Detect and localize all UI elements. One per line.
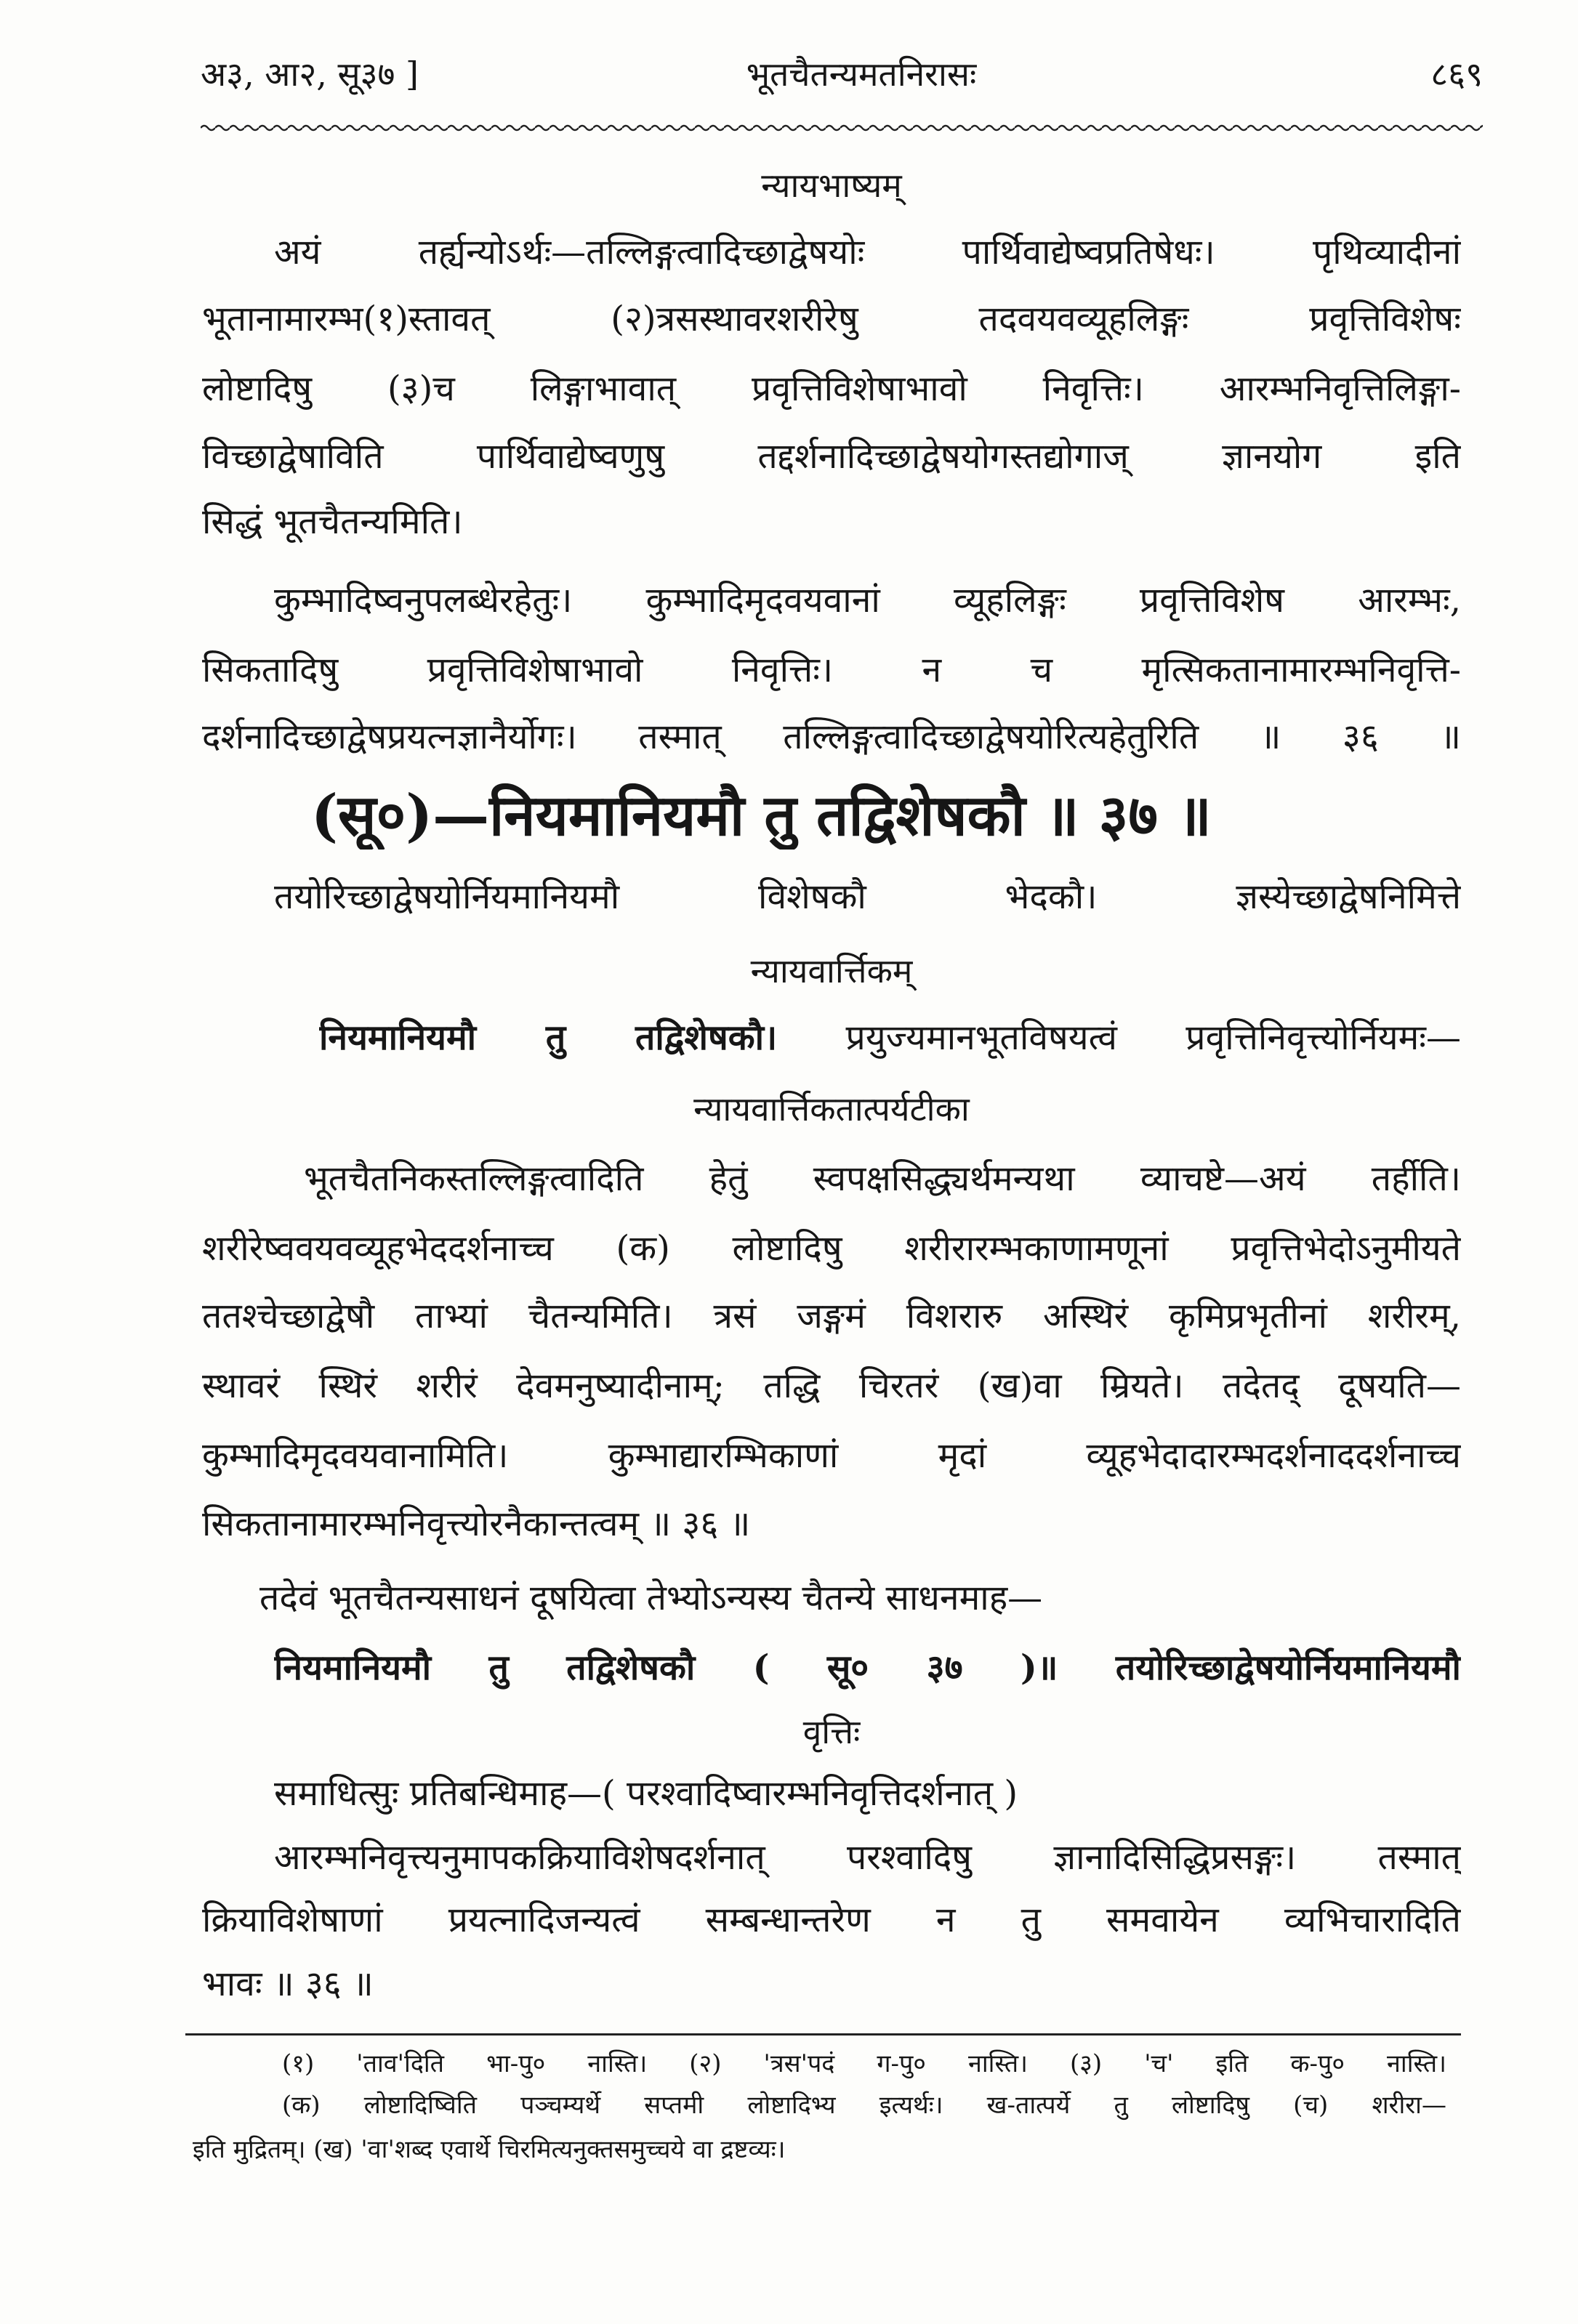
bhashya-para1-line: विच्छाद्वेषाविति पार्थिवाद्येष्वणुषु तद्दर्शनादिच्छाद्वेषयोगस्तद्योगाज् ज्ञानयोग इति xyxy=(202,436,1461,477)
bhashya-para2-line: दर्शनादिच्छाद्वेषप्रयत्नज्ञानैर्योगः। तस्मात् तल्लिङ्गत्वादिच्छाद्वेषयोरित्यहेतुरिति ॥ ३६ ॥ xyxy=(202,717,1461,757)
footnote-line: इति मुद्रितम्। (ख) 'वा'शब्द एवार्थे चिरमित्यनुक्तसमुच्चये वा द्रष्टव्यः। xyxy=(193,2135,786,2164)
vritti-para-line: क्रियाविशेषाणां प्रयत्नादिजन्यत्वं सम्बन्धान्तरेण न तु समवायेन व्यभिचारादिति xyxy=(202,1900,1461,1940)
sutra-text: (सू०)—नियमानियमौ तु तद्विशेषकौ ॥ ३७ ॥ xyxy=(311,783,1212,849)
tika-intro: तदेवं भूतचैतन्यसाधनं दूषयित्वा तेभ्योऽन्यस्य चैतन्ये साधनमाह— xyxy=(259,1578,1043,1618)
bhashya-para1-line: भूतानामारम्भ(१)स्तावत् (२)त्रसस्थावरशरीरेषु तदवयवव्यूहलिङ्गः प्रवृत्तिविशेषः xyxy=(202,299,1461,339)
vartika-line xyxy=(319,1016,1461,1060)
vritti-line: समाधित्सुः प्रतिबन्धिमाह—( परश्वादिष्वारम्भनिवृत्तिदर्शनात् ) xyxy=(274,1773,1018,1814)
bhashya-para1-line: अयं तर्ह्यन्योऽर्थः—तल्लिङ्गत्वादिच्छाद्वेषयोः पार्थिवाद्येष्वप्रतिषेधः। पृथिव्यादीनां xyxy=(274,232,1461,273)
vritti-para-line: भावः ॥ ३६ ॥ xyxy=(202,1964,374,2004)
tika-para-line: शरीरेष्ववयवव्यूहभेददर्शनाच्च (क) लोष्टादिषु शरीरारम्भकाणामणूनां प्रवृत्तिभेदोऽनुमीयते xyxy=(202,1228,1461,1269)
bhashya-para2-line: कुम्भादिष्वनुपलब्धेरहेतुः। कुम्भादिमृदवयवानां व्यूहलिङ्गः प्रवृत्तिविशेष आरम्भः, xyxy=(274,580,1461,621)
vartika-sutra-reference: नियमानियमौ तु तद्विशेषकौ। xyxy=(319,1017,778,1058)
vritti-para-line: आरम्भनिवृत्त्यनुमापकक्रियाविशेषदर्शनात् परश्वादिषु ज्ञानादिसिद्धिप्रसङ्गः। तस्मात् xyxy=(274,1837,1461,1878)
sutra-gloss: तयोरिच्छाद्वेषयोर्नियमानियमौ विशेषकौ भेदकौ। ज्ञस्येच्छाद्वेषनिमित्ते xyxy=(274,876,1461,917)
footnote-rule xyxy=(185,2033,1461,2035)
bhashya-para1-line: सिद्धं भूतचैतन्यमिति। xyxy=(202,501,463,542)
running-header-reference: अ३, आ२, सू३७ ] xyxy=(201,55,419,94)
running-header-title: भूतचैतन्यमतनिरासः xyxy=(746,55,977,94)
tika-para-line: भूतचैतनिकस्तल्लिङ्गत्वादिति हेतुं स्वपक्षसिद्ध्यर्थमन्यथा व्याचष्टे—अयं तर्हीति। xyxy=(304,1158,1461,1199)
tika-sutra-line: नियमानियमौ तु तद्विशेषकौ ( सू० ३७ )॥ तयोरिच्छाद्वेषयोर्नियमानियमौ xyxy=(274,1647,1461,1688)
bhashya-para1-line: लोष्टादिषु (३)च लिङ्गाभावात् प्रवृत्तिविशेषाभावो निवृत्तिः। आरम्भनिवृत्तिलिङ्गा- xyxy=(202,368,1461,409)
tika-para-line: कुम्भादिमृदवयवानामिति। कुम्भाद्यारम्भिकाणां मृदां व्यूहभेदादारम्भदर्शनाददर्शनाच्च xyxy=(202,1435,1461,1476)
tika-para-line: सिकतानामारम्भनिवृत्त्योरनैकान्तत्वम् ॥ ३६ ॥ xyxy=(202,1504,751,1544)
footnote-line: (क) लोष्टादिष्विति पञ्चम्यर्थे सप्तमी लोष्टादिभ्य इत्यर्थः। ख-तात्पर्ये तु लोष्टादिषु (च) शरीरा— xyxy=(282,2091,1446,2120)
section-heading-bhashya: न्यायभाष्यम् xyxy=(761,166,902,205)
header-wavy-rule xyxy=(201,122,1483,134)
tika-para-line: ततश्चेच्छाद्वेषौ ताभ्यां चैतन्यमिति। त्रसं जङ्गमं विशरारु अस्थिरं कृमिप्रभृतीनां शरीरम्, xyxy=(202,1296,1461,1336)
section-heading-tika: न्यायवार्त्तिकतात्पर्यटीका xyxy=(693,1089,970,1129)
bhashya-para2-line: सिकतादिषु प्रवृत्तिविशेषाभावो निवृत्तिः। न च मृत्सिकतानामारम्भनिवृत्ति- xyxy=(202,650,1461,690)
page-number: ८६९ xyxy=(1430,55,1483,94)
section-heading-vartika: न्यायवार्त्तिकम् xyxy=(750,951,913,990)
footnote-line: (१) 'ताव'दिति भा-पु० नास्ति। (२) 'त्रस'पदं ग-पु० नास्ति। (३) 'च' इति क-पु० नास्ति। xyxy=(282,2049,1446,2078)
tika-para-line: स्थावरं स्थिरं शरीरं देवमनुष्यादीनाम्; तद्धि चिरतरं (ख)वा म्रियते। तदेतद् दूषयति— xyxy=(202,1365,1461,1406)
section-heading-vritti: वृत्तिः xyxy=(802,1712,861,1751)
vartika-text: प्रयुज्यमानभूतविषयत्वं प्रवृत्तिनिवृत्त्योर्नियमः— xyxy=(777,1017,1461,1058)
